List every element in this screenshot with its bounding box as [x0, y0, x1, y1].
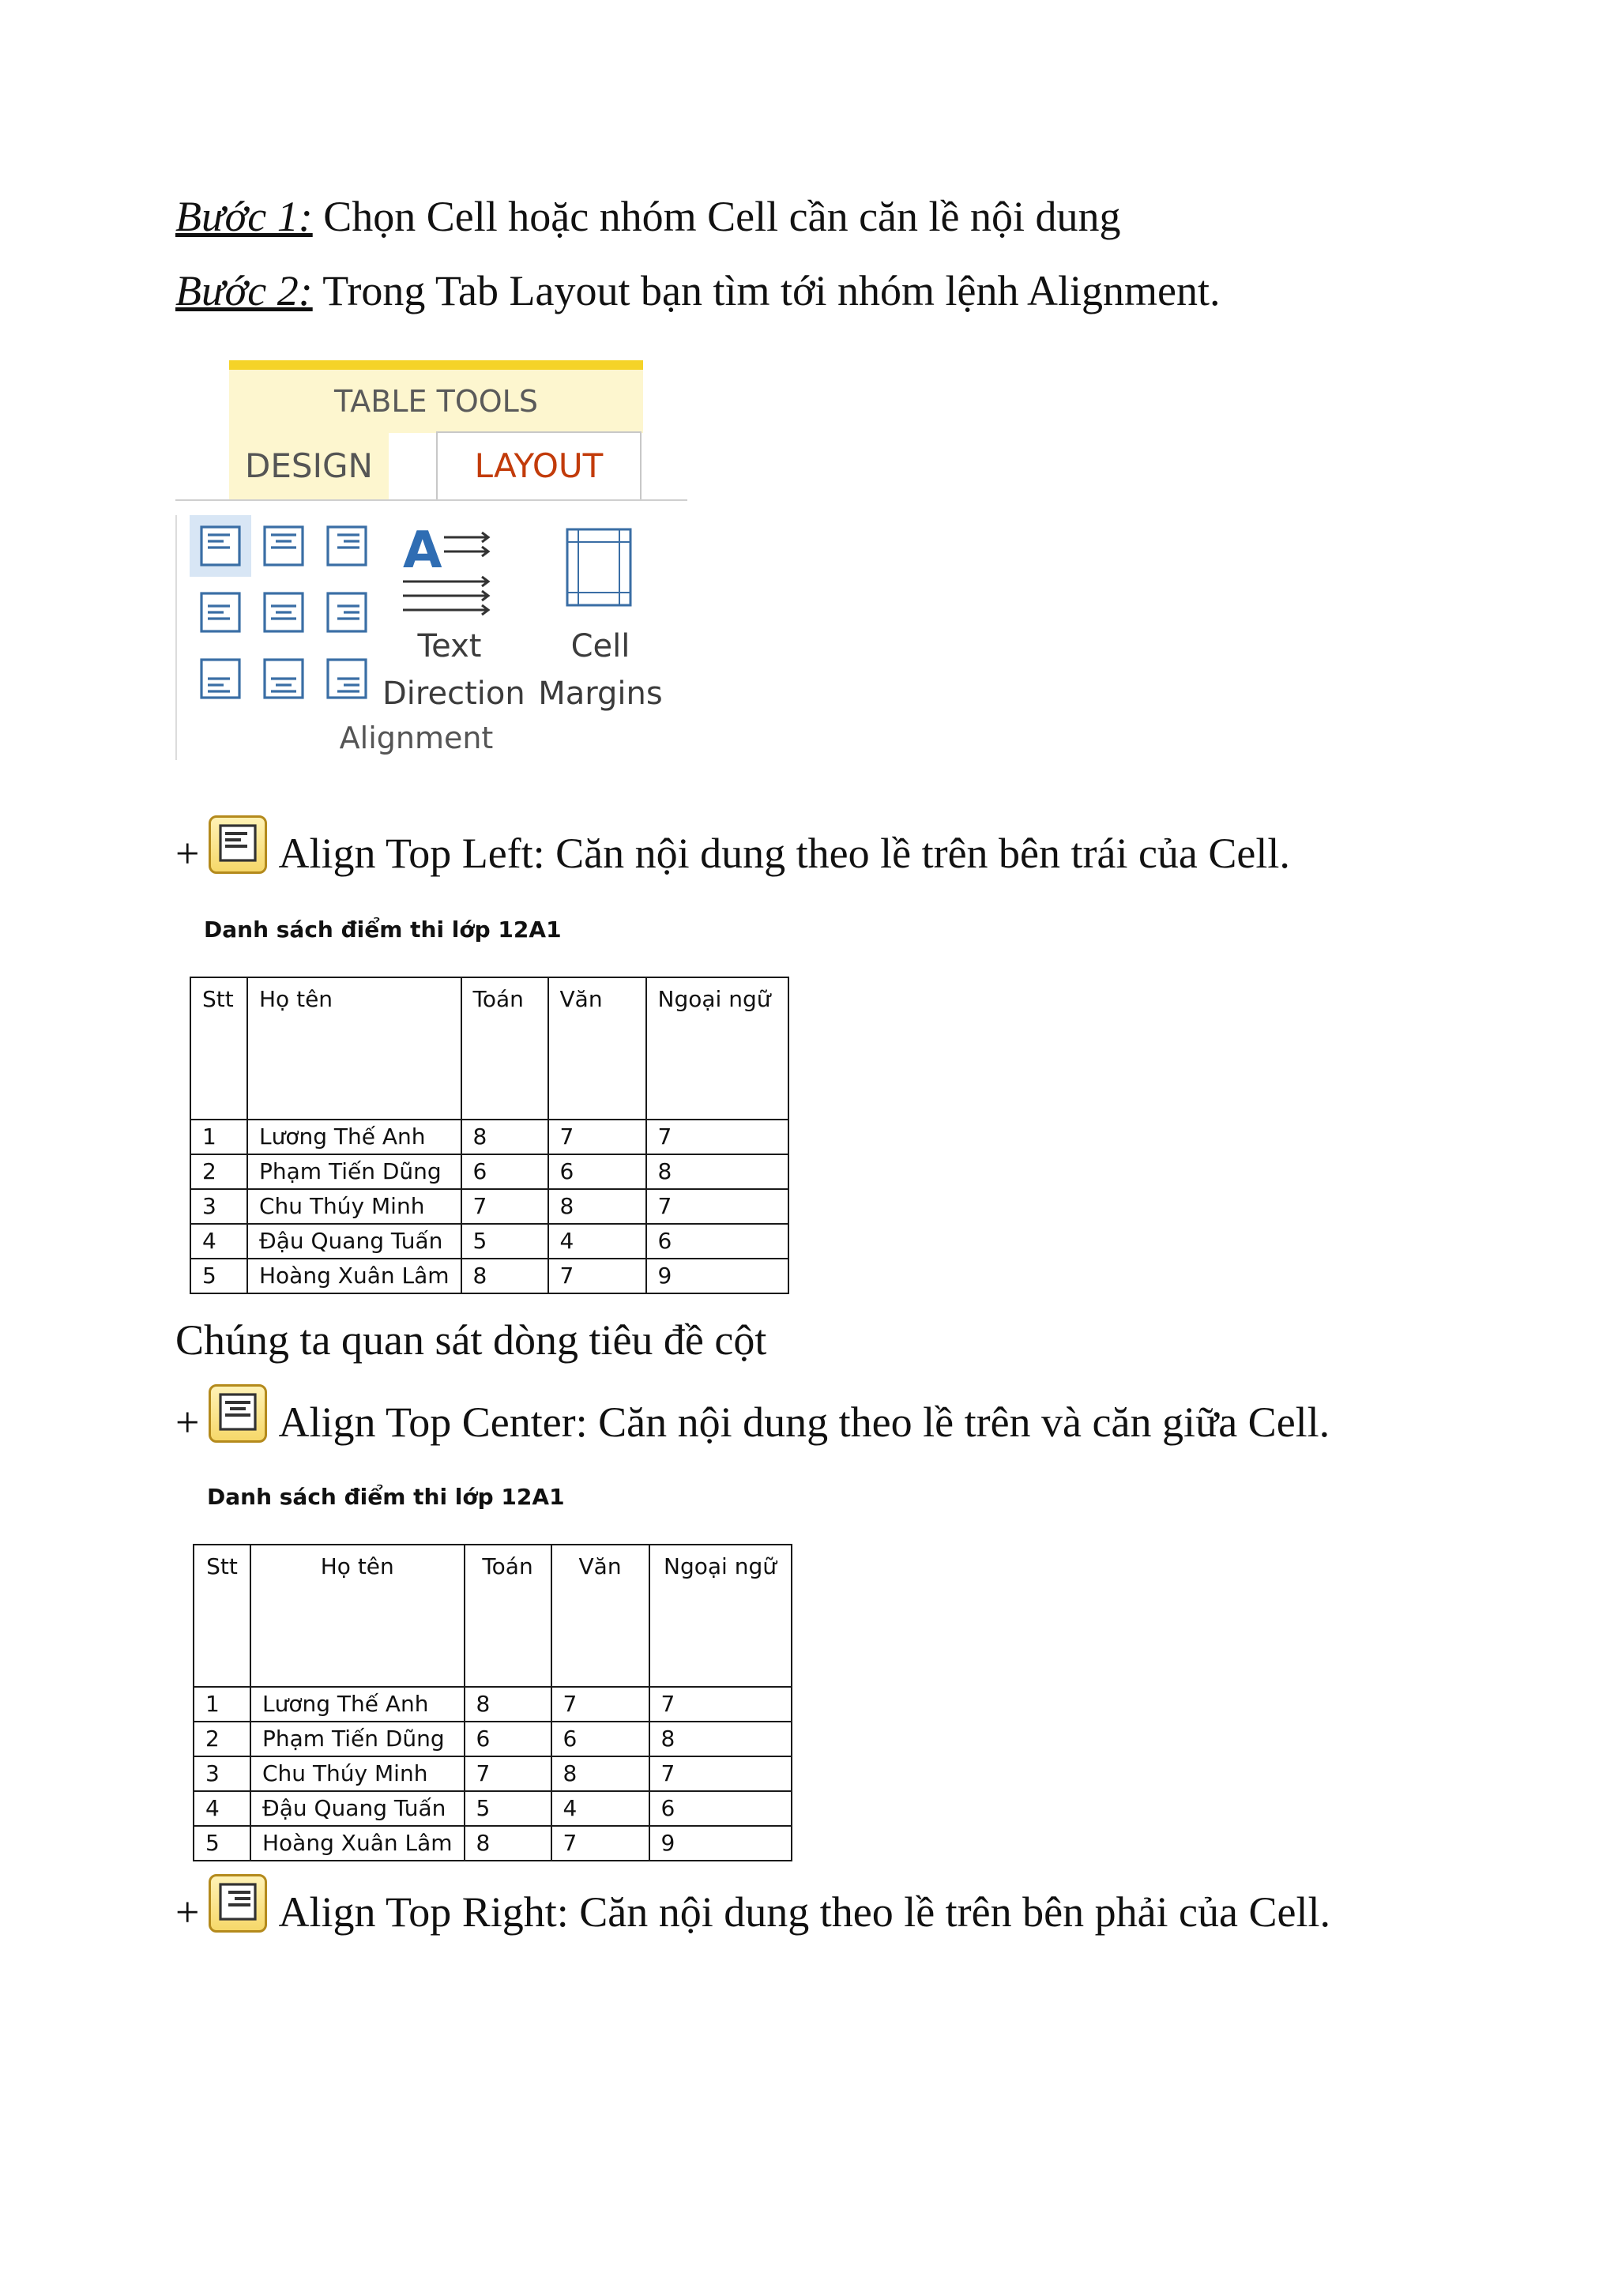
- step-1-label: Bước 1:: [175, 193, 313, 240]
- align-center-icon: [262, 590, 306, 634]
- ribbon-left-border: [175, 515, 177, 760]
- table-cell: 5: [465, 1791, 551, 1826]
- table-cell: 7: [649, 1687, 792, 1722]
- step-1-line: [175, 191, 1121, 242]
- cell-margins-label: [529, 623, 672, 717]
- table-cell: 8: [551, 1756, 649, 1791]
- item-prefix: +: [175, 1888, 200, 1936]
- table-cell: Đậu Quang Tuấn: [250, 1791, 465, 1826]
- ribbon-screenshot: [175, 357, 687, 770]
- table-cell: Phạm Tiến Dũng: [247, 1154, 461, 1189]
- table-row: [190, 1120, 788, 1154]
- text-direction-icon: [403, 520, 498, 621]
- table-cell: 8: [461, 1120, 548, 1154]
- table-row: [194, 1791, 792, 1826]
- table-row: [190, 1154, 788, 1189]
- table-cell: Đậu Quang Tuấn: [247, 1224, 461, 1259]
- align-top-right-icon: [325, 524, 369, 568]
- table-row: [194, 1687, 792, 1722]
- table-cell: Phạm Tiến Dũng: [250, 1722, 465, 1756]
- table-cell: 3: [194, 1756, 250, 1791]
- text-direction-label: [382, 623, 525, 717]
- table-cell: 6: [551, 1722, 649, 1756]
- align-top-right-icon: [209, 1874, 267, 1933]
- align-top-center-icon: [262, 524, 306, 568]
- table-cell: 5: [190, 1259, 247, 1293]
- item-align-top-left: [175, 815, 1290, 879]
- item-prefix: +: [175, 830, 200, 877]
- step-2-label: Bước 2:: [175, 267, 313, 314]
- alignment-group-label: Alignment: [339, 721, 494, 755]
- header-cell: Toán: [461, 977, 548, 1120]
- item-align-top-right: [175, 1874, 1330, 1937]
- table-cell: Chu Thúy Minh: [250, 1756, 465, 1791]
- table-cell: Lương Thế Anh: [247, 1120, 461, 1154]
- table-cell: 4: [190, 1224, 247, 1259]
- table-cell: Chu Thúy Minh: [247, 1189, 461, 1224]
- table-row: [194, 1826, 792, 1861]
- table-cell: 3: [190, 1189, 247, 1224]
- header-cell: Văn: [551, 1545, 649, 1687]
- header-cell: Toán: [465, 1545, 551, 1687]
- table-row: [190, 1189, 788, 1224]
- align-top-center-button[interactable]: [253, 515, 314, 577]
- step-2-line: [175, 265, 1220, 316]
- cell-margins-label-1: Cell: [570, 628, 630, 664]
- ribbon-divider: [175, 499, 687, 501]
- align-top-left-button[interactable]: [190, 515, 251, 577]
- item-text: Align Top Left: Căn nội dung theo lề trên bên trái của Cell.: [278, 830, 1290, 877]
- align-center-button[interactable]: [253, 582, 314, 643]
- align-bottom-right-icon: [325, 657, 369, 701]
- svg-text:A: A: [403, 521, 442, 580]
- table-cell: 5: [194, 1826, 250, 1861]
- item-align-top-center: [175, 1384, 1330, 1447]
- cell-margins-icon: [564, 526, 634, 608]
- table-cell: 7: [548, 1120, 646, 1154]
- align-top-center-icon: [209, 1384, 267, 1443]
- align-top-right-button[interactable]: [316, 515, 378, 577]
- table-cell: 6: [548, 1154, 646, 1189]
- table-cell: 7: [461, 1189, 548, 1224]
- table-cell: 1: [194, 1687, 250, 1722]
- item-text: Align Top Center: Căn nội dung theo lề trên và căn giữa Cell.: [278, 1398, 1330, 1446]
- table-row: [190, 1259, 788, 1293]
- header-cell: Stt: [190, 977, 247, 1120]
- align-bottom-center-icon: [262, 657, 306, 701]
- align-bottom-center-button[interactable]: [253, 648, 314, 710]
- grade-table-1: [190, 977, 789, 1294]
- align-center-left-button[interactable]: [190, 582, 251, 643]
- table-cell: 7: [646, 1120, 788, 1154]
- header-cell: Ngoại ngữ: [649, 1545, 792, 1687]
- table-cell: 8: [548, 1189, 646, 1224]
- step-1-text: Chọn Cell hoặc nhóm Cell cần căn lề nội dung: [312, 193, 1121, 240]
- align-bottom-left-icon: [198, 657, 243, 701]
- table-cell: 7: [551, 1687, 649, 1722]
- table-cell: 2: [194, 1722, 250, 1756]
- table-cell: 8: [649, 1722, 792, 1756]
- align-bottom-right-button[interactable]: [316, 648, 378, 710]
- table-cell: 7: [646, 1189, 788, 1224]
- table-cell: 7: [551, 1826, 649, 1861]
- align-bottom-left-button[interactable]: [190, 648, 251, 710]
- table-cell: 8: [465, 1687, 551, 1722]
- text-direction-label-1: Text: [417, 628, 482, 664]
- align-top-left-icon: [209, 815, 267, 874]
- table-cell: 4: [551, 1791, 649, 1826]
- table-cell: 8: [465, 1826, 551, 1861]
- item-text: Align Top Right: Căn nội dung theo lề trên bên phải của Cell.: [278, 1888, 1330, 1936]
- step-2-text: Trong Tab Layout bạn tìm tới nhóm lệnh Alignment.: [312, 267, 1221, 314]
- cell-margins-button[interactable]: [564, 526, 634, 608]
- table-cell: 9: [649, 1826, 792, 1861]
- text-direction-button[interactable]: [403, 520, 498, 621]
- table-cell: 1: [190, 1120, 247, 1154]
- table-cell: 7: [649, 1756, 792, 1791]
- table-cell: 6: [465, 1722, 551, 1756]
- table-cell: 7: [465, 1756, 551, 1791]
- header-cell: Stt: [194, 1545, 250, 1687]
- tab-layout[interactable]: LAYOUT: [436, 431, 642, 499]
- header-cell: Văn: [548, 977, 646, 1120]
- align-top-left-icon: [198, 524, 243, 568]
- table-row: [190, 1224, 788, 1259]
- header-cell: Họ tên: [247, 977, 461, 1120]
- text-direction-label-2: Direction: [382, 676, 525, 712]
- table-2-caption: Danh sách điểm thi lớp 12A1: [207, 1484, 565, 1510]
- table-header-row: [194, 1545, 792, 1687]
- header-cell: Ngoại ngữ: [646, 977, 788, 1120]
- table-cell: 5: [461, 1224, 548, 1259]
- table-cell: Hoàng Xuân Lâm: [247, 1259, 461, 1293]
- table-cell: 7: [548, 1259, 646, 1293]
- table-cell: 4: [548, 1224, 646, 1259]
- align-center-right-button[interactable]: [316, 582, 378, 643]
- item-prefix: +: [175, 1398, 200, 1446]
- table-cell: 6: [461, 1154, 548, 1189]
- table-cell: 8: [461, 1259, 548, 1293]
- context-bar: [229, 360, 643, 370]
- table-1-caption: Danh sách điểm thi lớp 12A1: [204, 917, 562, 943]
- cell-margins-label-2: Margins: [538, 676, 663, 712]
- table-cell: 6: [649, 1791, 792, 1826]
- table-cell: 8: [646, 1154, 788, 1189]
- header-cell: Họ tên: [250, 1545, 465, 1687]
- table-cell: Lương Thế Anh: [250, 1687, 465, 1722]
- align-center-right-icon: [325, 590, 369, 634]
- observation-text: Chúng ta quan sát dòng tiêu đề cột: [175, 1316, 767, 1364]
- table-cell: 4: [194, 1791, 250, 1826]
- table-cell: 2: [190, 1154, 247, 1189]
- table-tools-title: TABLE TOOLS: [229, 370, 643, 433]
- table-row: [194, 1756, 792, 1791]
- table-row: [194, 1722, 792, 1756]
- table-cell: 6: [646, 1224, 788, 1259]
- table-cell: 9: [646, 1259, 788, 1293]
- align-center-left-icon: [198, 590, 243, 634]
- grade-table-2: [193, 1544, 792, 1861]
- tab-design[interactable]: DESIGN: [229, 433, 389, 499]
- table-header-row: [190, 977, 788, 1120]
- table-cell: Hoàng Xuân Lâm: [250, 1826, 465, 1861]
